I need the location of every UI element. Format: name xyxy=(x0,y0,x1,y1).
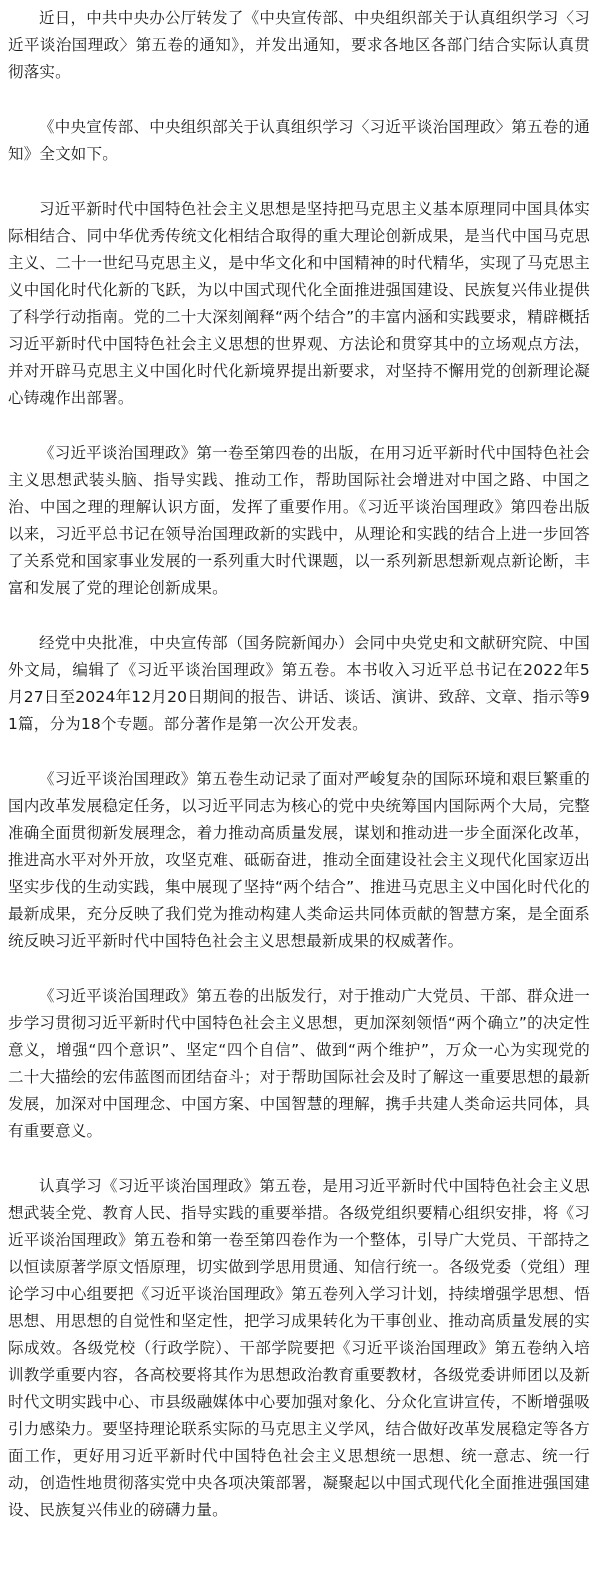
paragraph-volume-five-editing: 经党中央批准，中央宣传部（国务院新闻办）会同中央党史和文献研究院、中国外文局，编辑了《习近平谈治国理政》第五卷。本书收入习近平总书记在2022年5月27日至2024年12月20日期间的报告、讲话、谈话、演讲、致辞、文章、指示等91篇，分为18个专题。部分著作是第一次公开发表。 xyxy=(8,634,590,733)
paragraph-volumes-one-to-four: 《习近平谈治国理政》第一卷至第四卷的出版，在用习近平新时代中国特色社会主义思想武装头脑、指导实践、推动工作，帮助国际社会增进对中国之路、中国之治、中国之理的理解认识方面，发挥了重要作用。《习近平谈治国理政》第四卷出版以来，习近平总书记在领导治国理政新的实践中，从理论和实践的结合上进一步回答了关系党和国家事业发展的一系列重大时代课题，以一系列新思想新观点新论断，丰富和发展了党的理论创新成果。 xyxy=(8,444,590,597)
paragraph-intro: 近日，中共中央办公厅转发了《中央宣传部、中央组织部关于认真组织学习〈习近平谈治国理政〉第五卷的通知》，并发出通知，要求各地区各部门结合实际认真贯彻落实。 xyxy=(8,9,590,81)
paragraph-full-text-note: 《中央宣传部、中央组织部关于认真组织学习〈习近平谈治国理政〉第五卷的通知》全文如下。 xyxy=(8,118,590,163)
paragraph-study-requirements: 认真学习《习近平谈治国理政》第五卷，是用习近平新时代中国特色社会主义思想武装全党、教育人民、指导实践的重要举措。各级党组织要精心组织安排，将《习近平谈治国理政》第五卷和第一卷至第四卷作为一个整体，引导广大党员、干部持之以恒读原著学原文悟原理，切实做到学思用贯通、知信行统一。各级党委（党组）理论学习中心组要把《习近平谈治国理政》第五卷列入学习计划，持续增强学思想、悟思想、用思想的自觉性和坚定性，把学习成果转化为干事创业、推动高质量发展的实际成效。各级党校（行政学院）、干部学院要把《习近平谈治国理政》第五卷纳入培训教学重要内容，各高校要将其作为思想政治教育重要教材，各级党委讲师团以及新时代文明实践中心、市县级融媒体中心要加强对象化、分众化宣讲宣传，不断增强吸引力感染力。要坚持理论联系实际的马克思主义学风，结合做好改革发展稳定等各方面工作，更好用习近平新时代中国特色社会主义思想统一思想、统一意志、统一行动，创造性地贯彻落实党中央各项决策部署，凝聚起以中国式现代化全面推进强国建设、民族复兴伟业的磅礴力量。 xyxy=(8,1177,590,1519)
paragraph-thought-significance: 习近平新时代中国特色社会主义思想是坚持把马克思主义基本原理同中国具体实际相结合、同中华优秀传统文化相结合取得的重大理论创新成果，是当代中国马克思主义、二十一世纪马克思主义，是中华文化和中国精神的时代精华，实现了马克思主义中国化时代化新的飞跃，为以中国式现代化全面推进强国建设、民族复兴伟业提供了科学行动指南。党的二十大深刻阐释“两个结合”的丰富内涵和实践要求，精辟概括习近平新时代中国特色社会主义思想的世界观、方法论和贯穿其中的立场观点方法，并对开辟马克思主义中国化时代化新境界提出新要求，对坚持不懈用党的创新理论凝心铸魂作出部署。 xyxy=(8,200,590,407)
paragraph-publication-significance: 《习近平谈治国理政》第五卷的出版发行，对于推动广大党员、干部、群众进一步学习贯彻习近平新时代中国特色社会主义思想，更加深刻领悟“两个确立”的决定性意义，增强“四个意识”、坚定“四个自信”、做到“两个维护”，万众一心为实现党的二十大描绘的宏伟蓝图而团结奋斗；对于帮助国际社会及时了解这一重要思想的最新发展，加深对中国理念、中国方案、中国智慧的理解，携手共建人类命运共同体，具有重要意义。 xyxy=(8,987,590,1140)
paragraph-volume-five-content: 《习近平谈治国理政》第五卷生动记录了面对严峻复杂的国际环境和艰巨繁重的国内改革发展稳定任务，以习近平同志为核心的党中央统筹国内国际两个大局，完整准确全面贯彻新发展理念，着力推动高质量发展，谋划和推动进一步全面深化改革，推进高水平对外开放，攻坚克难、砥砺奋进，推动全面建设社会主义现代化国家迈出坚实步伐的生动实践，集中展现了坚持“两个结合”、推进马克思主义中国化时代化的最新成果，充分反映了我们党为推动构建人类命运共同体贡献的智慧方案，是全面系统反映习近平新时代中国特色社会主义思想最新成果的权威著作。 xyxy=(8,770,590,950)
